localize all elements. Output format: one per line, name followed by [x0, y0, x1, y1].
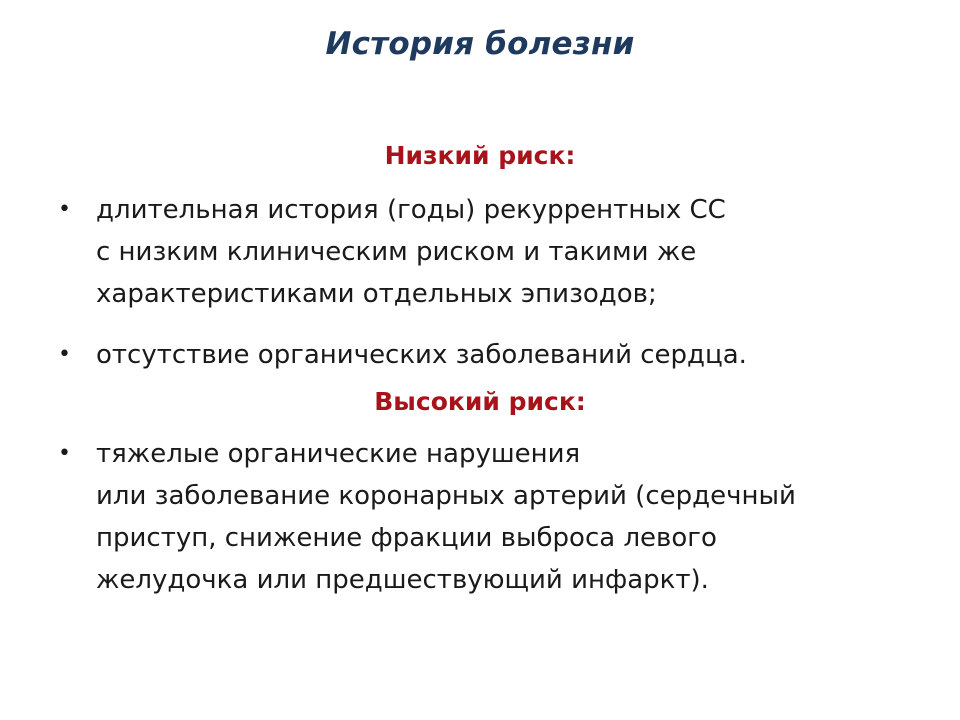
high-risk-heading: Высокий риск:	[374, 387, 586, 416]
low-risk-item-2	[58, 334, 938, 376]
bullet-text: длительная история (годы) рекуррентных СС с низким клиническим риском и такими же характеристиками отдельных эпизодов;	[96, 195, 726, 309]
bullet-text: отсутствие органических заболеваний сердца.	[96, 340, 747, 370]
low-risk-heading: Низкий риск:	[384, 141, 576, 170]
bullet-icon: •	[58, 197, 71, 222]
low-risk-item-1	[58, 189, 938, 315]
bullet-text: тяжелые органические нарушения или заболевание коронарных артерий (сердечный приступ, снижение фракции выброса левого желудочка или предшествующий инфаркт).	[96, 439, 796, 595]
slide-title: История болезни	[325, 26, 635, 62]
bullet-icon: •	[58, 342, 71, 367]
high-risk-item-1	[58, 433, 938, 601]
bullet-icon: •	[58, 441, 71, 466]
